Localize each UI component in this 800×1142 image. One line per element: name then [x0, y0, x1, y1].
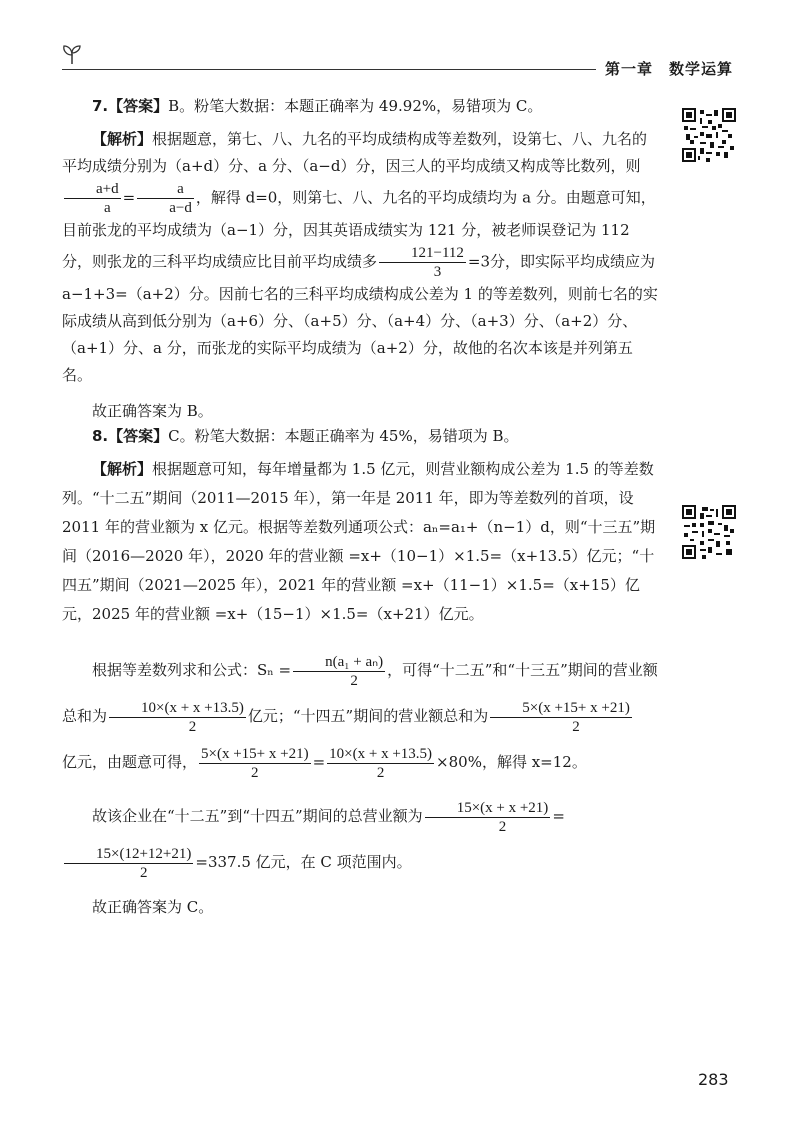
fraction-total-numeric: $\frac{15\times(12+12+21)}{2}$: [64, 845, 193, 882]
fraction-ratio-1: $\frac{a+d}{a}$: [64, 180, 121, 217]
fraction-total-b: $\frac{5\times(x +15+ x +21)}{2}$: [490, 699, 632, 736]
fraction-ratio-2: $\frac{a}{a-d}$: [137, 180, 194, 217]
q7-analysis-tag: 【解析】: [92, 130, 153, 148]
q8-answer-tag: 8.【答案】: [92, 427, 169, 445]
q7-conclusion: 故正确答案为 B。: [92, 402, 213, 420]
q8-answer-line: [62, 426, 660, 447]
qr-code-icon: [682, 108, 736, 162]
fraction-rhs: $\frac{10\times(x + x +13.5)}{2}$: [329, 745, 433, 781]
q8-analysis-tag: 【解析】: [92, 460, 153, 478]
answer-explanations: [62, 96, 660, 918]
q8-total: 故该企业在“十二五”到“十四五”期间的总营业额为 $\frac{15\times(x + x +21)}{2}$ = $\frac{15\times(12+12+21)}{2}$ =337.5 亿元，在 C 项范围内。: [62, 793, 660, 885]
q8-equation: 亿元，由题意可得， $\frac{5\times(x +15+ x +21)}{2}$ = $\frac{10\times(x + x +13.5)}{2}$ ×80%，解得 x=12。: [62, 745, 587, 781]
sprout-icon: [60, 42, 84, 66]
chapter-title: 第一章 数学运算: [596, 58, 742, 80]
q7-answer-tag: 7.【答案】: [92, 97, 169, 115]
fraction-lhs: $\frac{5\times(x +15+ x +21)}{2}$: [201, 745, 309, 781]
q8-answer-text: C。粉笔大数据：本题正确率为 45%，易错项为 B。: [168, 427, 519, 445]
q8-conclusion: 故正确答案为 C。: [92, 898, 214, 916]
qr-code-icon: [682, 505, 736, 559]
q8-sum-formula: 根据等差数列求和公式：Sₙ = $\frac{\text{n(a₁ + aₙ)}}{2}$ ，可得“十二五”和“十三五”期间的营业额总和为 $\frac{10\times(x + x +13.5)}{2}$ 亿元；“十四五”期间的营业额总和为 $\frac{5\times(x +15+ x +21)}{2}$: [62, 653, 658, 735]
fraction-sum-formula: $\frac{\text{n(a₁ + aₙ)}}{2}$: [293, 653, 385, 690]
q8-analysis: [62, 455, 660, 629]
page-number: 283: [698, 1070, 729, 1089]
fraction-total-symbolic: $\frac{15\times(x + x +21)}{2}$: [425, 799, 551, 836]
q7-answer-line: [62, 96, 660, 117]
q7-answer-text: B。粉笔大数据：本题正确率为 49.92%，易错项为 C。: [168, 97, 543, 115]
q8-analysis-text: 根据题意可知，每年增量都为 1.5 亿元，则营业额构成公差为 1.5 的等差数列。“十二五”期间（2011—2015 年），第一年是 2011 年，即为等差数列的首项，设 2011 年的营业额为 x 亿元。根据等差数列通项公式：aₙ=a₁+（n−1）d，则“十三五”期间（2016—2020 年），2020 年的营业额 =x+（10−1）×1.5=（x+13.5）亿元；“十四五”期间（2021—2025 年），2021 年的营业额 =x+（11−1）×1.5=（x+15）亿元，2025 年的营业额 =x+（15−1）×1.5=（x+21）亿元。: [62, 460, 656, 623]
q7-analysis-text: 根据题意，第七、八、九名的平均成绩构成等差数列，设第七、八、九名的平均成绩分别为（a+d）分、a 分、（a−d）分，因三人的平均成绩又构成等比数列，则: [62, 130, 648, 175]
fraction-total-a: $\frac{10\times(x + x +13.5)}{2}$: [109, 699, 246, 736]
fraction-score-diff: $\frac{121-112}{3}$: [379, 244, 466, 281]
q7-analysis: 【解析】根据题意，第七、八、九名的平均成绩构成等差数列，设第七、八、九名的平均成绩分别为（a+d）分、a 分、（a−d）分，因三人的平均成绩又构成等比数列，则 $\frac{a+d}{a}$ = $\frac{a}{a-d}$ ，解得 d=0，则第七、八、九名的平均成绩均为 a 分。由题意可知，目前张龙的平均成绩为（a−1）分，因其英语成绩实为 121 分，被老师误登记为 112 分，则张龙的三科平均成绩应比目前平均成绩多 $\frac{121-112}{3}$ =3分，即实际平均成绩应为 a−1+3=（a+2）分。因前七名的三科平均成绩构成公差为 1 的等差数列，则前七名的实际成绩从高到低分别为（a+6）分、（a+5）分、（a+4）分、（a+3）分、（a+2）分、（a+1）分、a 分，而张龙的实际平均成绩为（a+2）分，故他的名次本该是并列第五名。: [62, 130, 658, 384]
